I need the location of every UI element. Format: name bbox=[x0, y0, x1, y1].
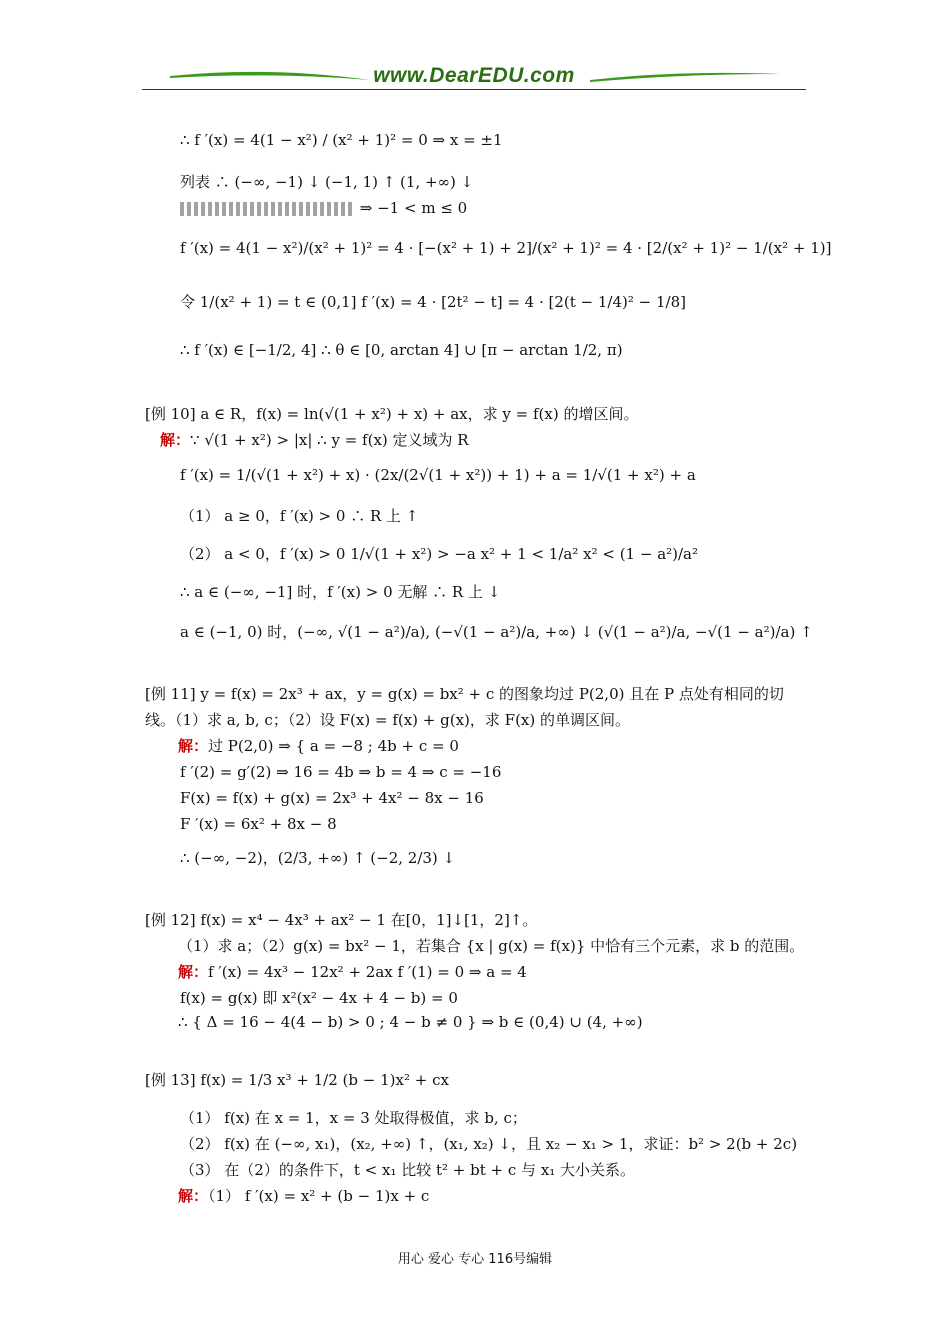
formula-line: f(x) = g(x) 即 x²(x² − 4x + 4 − b) = 0 bbox=[180, 989, 458, 1007]
page-header bbox=[142, 62, 806, 92]
example-13-question-1: （1） f(x) 在 x = 1，x = 3 处取得极值，求 b, c； bbox=[180, 1109, 527, 1127]
formula-text: （1） f ′(x) = x² + (b − 1)x + c bbox=[208, 1187, 430, 1205]
formula-line: 令 1/(x² + 1) = t ∈ (0,1] f ′(x) = 4 · [2t² − t] = 4 · [2(t − 1/4)² − 1/8] bbox=[180, 293, 686, 311]
example-13-title: [例 13] f(x) = 1/3 x³ + 1/2 (b − 1)x² + cx bbox=[145, 1071, 449, 1089]
example-13-question-3: （3） 在（2）的条件下，t < x₁ 比较 t² + bt + c 与 x₁ 大小关系。 bbox=[180, 1161, 636, 1179]
formula-line: a ∈ (−1, 0) 时，(−∞, √(1 − a²)/a), (−√(1 − a²)/a, +∞) ↓ (√(1 − a²)/a, −√(1 − a²)/a) ↑ bbox=[180, 623, 813, 641]
site-logo: www.DearEDU.com bbox=[373, 64, 575, 87]
formula-line bbox=[180, 198, 467, 218]
formula-line: F ′(x) = 6x² + 8x − 8 bbox=[180, 815, 337, 833]
formula-line: ∴ (−∞, −2)，(2/3, +∞) ↑ (−2, 2/3) ↓ bbox=[180, 849, 456, 867]
formula-line: ∴ f ′(x) ∈ [−1/2, 4] ∴ θ ∈ [0, arctan 4] ∪ [π − arctan 1/2, π) bbox=[180, 341, 623, 359]
solution-label: 解： bbox=[178, 963, 209, 981]
solution-label: 解： bbox=[178, 1187, 209, 1205]
example-13-solution bbox=[178, 1186, 429, 1206]
formula-text: ⇒ −1 < m ≤ 0 bbox=[359, 199, 468, 217]
solution-label: 解： bbox=[160, 431, 191, 449]
formula-text: f ′(x) = 4x³ − 12x² + 2ax f ′(1) = 0 ⇒ a = 4 bbox=[208, 963, 527, 981]
example-11-solution bbox=[178, 736, 459, 756]
garbled-system bbox=[180, 202, 355, 216]
formula-line: f ′(x) = 4(1 − x²)/(x² + 1)² = 4 · [−(x² + 1) + 2]/(x² + 1)² = 4 · [2/(x² + 1)² − 1/(x² + 1)] bbox=[180, 239, 832, 257]
example-10-title: [例 10] a ∈ R，f(x) = ln(√(1 + x²) + x) + ax，求 y = f(x) 的增区间。 bbox=[145, 405, 639, 423]
formula-line: f ′(x) = 1/(√(1 + x²) + x) · (2x/(2√(1 + x²)) + 1) + a = 1/√(1 + x²) + a bbox=[180, 466, 696, 484]
page-footer: 用心 爱心 专心 116号编辑 bbox=[397, 1252, 553, 1267]
formula-line: ∴ a ∈ (−∞, −1] 时，f ′(x) > 0 无解 ∴ R 上 ↓ bbox=[180, 583, 501, 601]
formula-text: ∵ √(1 + x²) > |x| ∴ y = f(x) 定义域为 R bbox=[190, 431, 469, 449]
formula-text: 过 P(2,0) ⇒ { a = −8 ; 4b + c = 0 bbox=[208, 737, 459, 755]
example-11-title: 线。（1）求 a, b, c；（2）设 F(x) = f(x) + g(x)，求 F(x) 的单调区间。 bbox=[145, 711, 631, 729]
example-12-question: （1）求 a；（2）g(x) = bx² − 1，若集合 {x | g(x) = f(x)} 中恰有三个元素，求 b 的范围。 bbox=[178, 937, 805, 955]
example-12-title: [例 12] f(x) = x⁴ − 4x³ + ax² − 1 在[0，1]↓[1，2]↑。 bbox=[145, 911, 538, 929]
example-11-title: [例 11] y = f(x) = 2x³ + ax，y = g(x) = bx² + c 的图象均过 P(2,0) 且在 P 点处有相同的切 bbox=[145, 685, 784, 703]
header-rule bbox=[142, 89, 806, 90]
solution-label: 解： bbox=[178, 737, 209, 755]
example-12-solution bbox=[178, 962, 527, 982]
example-13-question-2: （2） f(x) 在 (−∞, x₁)，(x₂, +∞) ↑，(x₁, x₂) ↓，且 x₂ − x₁ > 1，求证：b² > 2(b + 2c) bbox=[180, 1135, 798, 1153]
formula-line: 列表 ∴ (−∞, −1) ↓ (−1, 1) ↑ (1, +∞) ↓ bbox=[180, 173, 474, 191]
formula-line: F(x) = f(x) + g(x) = 2x³ + 4x² − 8x − 16 bbox=[180, 789, 484, 807]
formula-line: （2） a < 0，f ′(x) > 0 1/√(1 + x²) > −a x² + 1 < 1/a² x² < (1 − a²)/a² bbox=[180, 545, 699, 563]
formula-line: f ′(2) = g′(2) ⇒ 16 = 4b ⇒ b = 4 ⇒ c = −16 bbox=[180, 763, 502, 781]
formula-line: ∴ f ′(x) = 4(1 − x²) / (x² + 1)² = 0 ⇒ x = ±1 bbox=[180, 131, 503, 149]
example-10-solution bbox=[160, 430, 469, 450]
formula-line: （1） a ≥ 0，f ′(x) > 0 ∴ R 上 ↑ bbox=[180, 507, 419, 525]
formula-line: ∴ { Δ = 16 − 4(4 − b) > 0 ; 4 − b ≠ 0 } ⇒ b ∈ (0,4) ∪ (4, +∞) bbox=[178, 1013, 643, 1031]
